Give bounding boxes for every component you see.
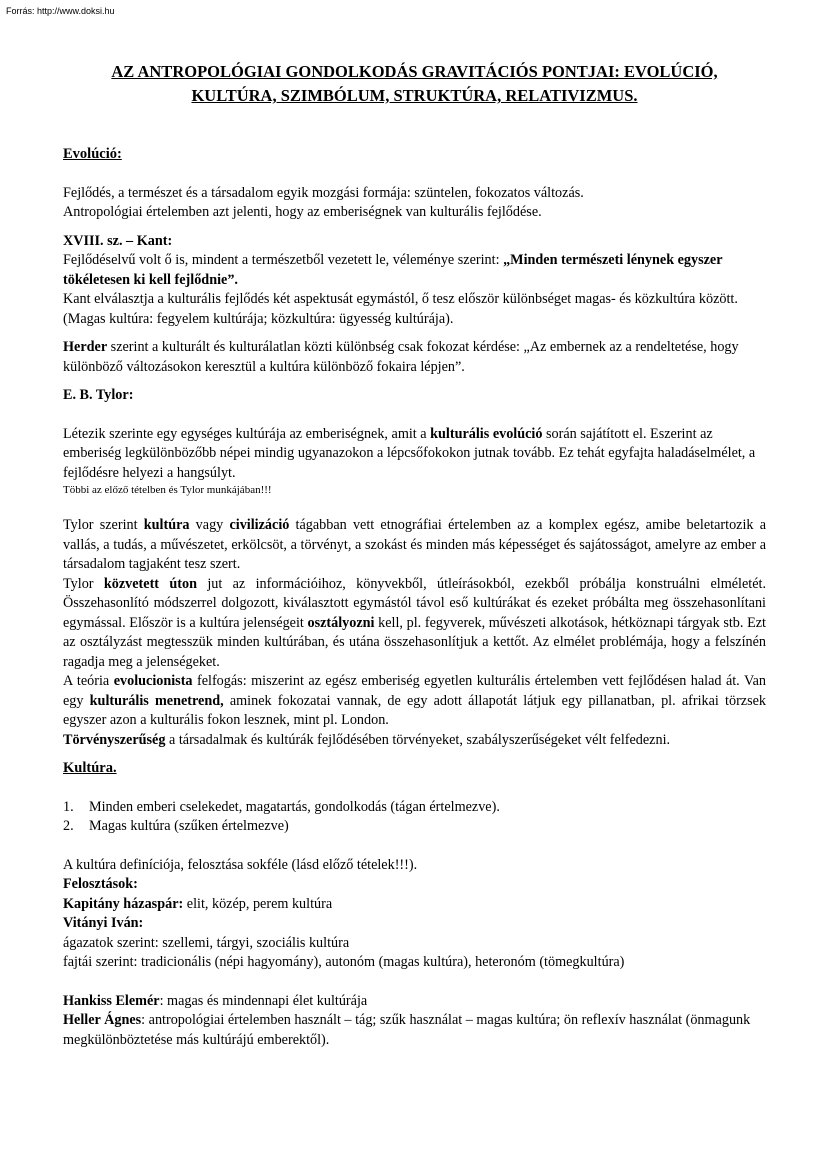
bold-term: közvetett úton bbox=[103, 575, 197, 592]
list-number: 1. bbox=[63, 798, 74, 815]
bold-term: kultúra bbox=[143, 517, 190, 533]
text-span: kell, pl. fegyverek, művészeti alkotások, hétköznapi tárgyak stb. Ezt az osztályzást megtesszük minden kultúrában, és utána összehasonlítjuk a kettőt. Az elmélet problémája, hogy a felszínén ragadja meg a jelenségeket. bbox=[63, 614, 766, 670]
title-line-2: KULTÚRA, SZIMBÓLUM, STRUKTÚRA, RELATIVIZMUS. bbox=[191, 86, 638, 105]
document-page bbox=[63, 60, 766, 1050]
text-span: Létezik szerinte egy egységes kultúrája az emberiségnek, amit a bbox=[63, 425, 431, 442]
text-span: során sajátított el. Eszerint az emberiség legkülönbözőbb népei mindig ugyanazokon a lépcsőfokokon jutnak tovább. Ez tehát egyfajta haladáselmélet, a fejlődésre helyezi a hangsúlyt. bbox=[63, 425, 756, 481]
herder-name: Herder bbox=[63, 339, 108, 355]
numbered-list bbox=[63, 798, 766, 837]
paragraph-kant-aspects: Kant elválasztja a kulturális fejlődés két aspektusát egymástól, ő tesz először különbséget magas- és közkultúra között. (Magas kultúra: fegyelem kultúrája; közkultúra: ügyesség kultúrája). bbox=[63, 291, 738, 327]
paragraph-tylor-3 bbox=[63, 575, 766, 673]
subheading-tylor: E. B. Tylor: bbox=[63, 387, 134, 403]
bold-term: civilizáció bbox=[229, 517, 290, 533]
author-name: Hankiss Elemér bbox=[63, 992, 160, 1009]
paragraph-definition: A kultúra definíciója, felosztása sokféle (lásd előző tételek!!!). bbox=[63, 856, 418, 873]
paragraph-heller bbox=[63, 1011, 766, 1050]
list-text: Minden emberi cselekedet, magatartás, gondolkodás (tágan értelmezve). bbox=[89, 798, 500, 815]
paragraph-tylor-5 bbox=[63, 731, 766, 751]
author-name: Kapitány házaspár: bbox=[63, 895, 184, 912]
bold-term: kulturális menetrend, bbox=[89, 692, 224, 709]
list-item bbox=[63, 798, 766, 818]
label-felosztasok: Felosztások: bbox=[63, 876, 138, 892]
text-span: : magas és mindennapi élet kultúrája bbox=[159, 992, 368, 1009]
paragraph-tylor-4 bbox=[63, 672, 766, 731]
text-span: Fejlődéselvű volt ő is, mindent a természetből vezetett le, véleménye szerint: bbox=[63, 252, 504, 268]
bold-term: Törvényszerűség bbox=[63, 731, 166, 748]
kant-quote: „Minden természeti lénynek egyszer tökéletesen ki kell fejlődnie”. bbox=[63, 252, 723, 288]
paragraph-hankiss bbox=[63, 992, 766, 1012]
source-note: Forrás: http://www.doksi.hu bbox=[6, 6, 115, 16]
paragraph-definition-line-1: Fejlődés, a természet és a társadalom egyik mozgási formája: szüntelen, fokozatos változás. bbox=[63, 184, 584, 201]
text-span: aminek fokozatai vannak, de egy adott állapotát látjuk egy pillanatban, pl. afrikai törzsek egyszer azon a kulturális fokon lesznek, mint pl. London. bbox=[63, 692, 766, 728]
section-heading-kultura: Kultúra. bbox=[63, 760, 117, 776]
list-text: Magas kultúra (szűken értelmezve) bbox=[89, 818, 289, 834]
text-span: szerint a kulturált és kulturálatlan közti különbség csak fokozat kérdése: „Az embernek az a rendeltetése, hogy különböző változásokon keresztül a kultúra különböző fokaira lépjen”. bbox=[63, 339, 739, 375]
paragraph-herder bbox=[63, 338, 766, 377]
author-name: Heller Ágnes bbox=[63, 1012, 142, 1028]
paragraph-kapitany bbox=[63, 895, 766, 915]
paragraph-tylor-2 bbox=[63, 516, 766, 575]
text-span: elit, közép, perem kultúra bbox=[183, 895, 333, 912]
paragraph-tylor-1 bbox=[63, 425, 766, 484]
bold-term: evolucionista bbox=[113, 673, 193, 689]
paragraph-definition-line-2: Antropológiai értelemben azt jelenti, hogy az emberiségnek van kulturális fejlődése. bbox=[63, 204, 542, 220]
text-span: a társadalmak és kultúrák fejlődésében törvényeket, szabályszerűségeket vélt felfedezni. bbox=[165, 731, 671, 748]
bold-term: kulturális evolúció bbox=[430, 425, 543, 442]
text-span: vagy bbox=[189, 517, 230, 533]
paragraph-vitanyi-2: fajtái szerint: tradicionális (népi hagyomány), autonóm (magas kultúra), heteronóm (tömegkultúra) bbox=[63, 954, 625, 970]
title-line-1: AZ ANTROPOLÓGIAI GONDOLKODÁS GRAVITÁCIÓS PONTJAI: EVOLÚCIÓ, bbox=[111, 62, 718, 81]
text-span: A teória bbox=[63, 673, 114, 689]
list-item bbox=[63, 817, 766, 837]
note-small: Többi az előző tételben és Tylor munkájában!!! bbox=[63, 484, 272, 496]
subheading-kant: XVIII. sz. – Kant: bbox=[63, 232, 173, 249]
text-span: Tylor bbox=[63, 575, 104, 592]
paragraph-kant-quote bbox=[63, 251, 766, 290]
text-span: jut az információihoz, könyvekből, útleírásokból, ezekből próbálja konstruálni elméletét. Összehasonlító módszerrel dolgozott, kiválasztott egymástól távol eső kultúrákat és ezeket próbálta meg összehasonlítani egymással. Először is a kultúra jelenségeit bbox=[63, 575, 766, 631]
section-heading-evolucio: Evolúció: bbox=[63, 146, 122, 162]
page-title bbox=[63, 60, 766, 108]
text-span: tágabban vett etnográfiai értelemben az a komplex egész, amibe beletartozik a vallás, a tudás, a művészetet, erkölcsöt, a törvényt, a szokást és minden más képességet és sajátosságot, amelyre az ember a társadalom tagjaként tesz szert. bbox=[63, 517, 766, 572]
label-vitanyi: Vitányi Iván: bbox=[63, 915, 144, 931]
bold-term: osztályozni bbox=[307, 614, 375, 631]
paragraph-vitanyi-1: ágazatok szerint: szellemi, tárgyi, szociális kultúra bbox=[63, 934, 350, 951]
text-span: Tylor szerint bbox=[63, 517, 144, 533]
text-span: felfogás: miszerint az egész emberiség egyetlen kulturális értelemben vett fejlődésen halad át. Van egy bbox=[63, 673, 767, 709]
text-span: : antropológiai értelemben használt – tág; szűk használat – magas kultúra; ön reflexív használat (önmagunk megkülönböztetése más kultúrájú emberektől). bbox=[63, 1012, 751, 1048]
list-number: 2. bbox=[63, 818, 74, 834]
